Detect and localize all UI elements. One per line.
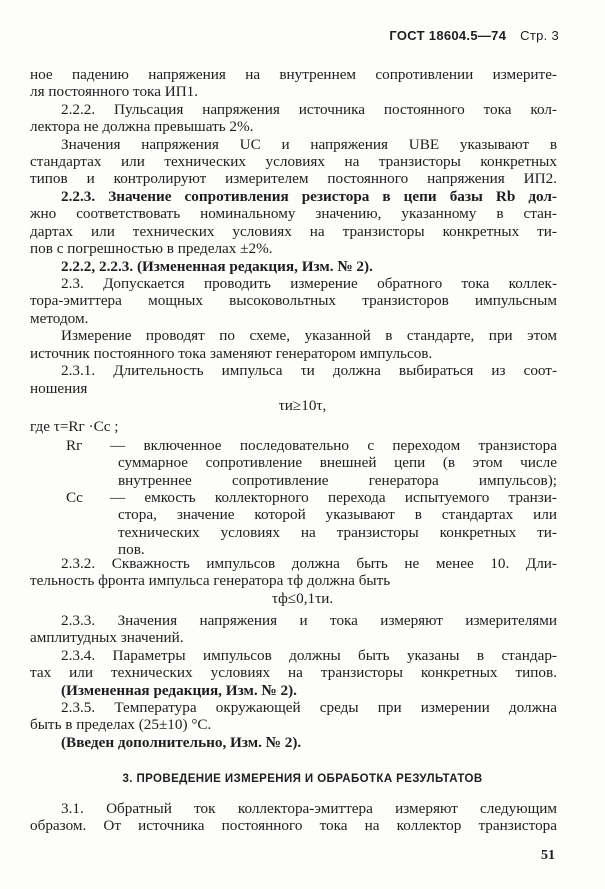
text-line: методом. bbox=[30, 310, 89, 327]
text-line: быть в пределах (25±10) °С. bbox=[30, 716, 212, 733]
text-line: 2.3.1. Длительность импульса τи должна выбираться из соот- bbox=[61, 362, 557, 379]
text-line: (Измененная редакция, Изм. № 2). bbox=[61, 682, 297, 699]
text-line: тах или технических условиях на транзисторы конкретных типов. bbox=[30, 664, 557, 681]
def-line: — включенное последовательно с переходом транзистора bbox=[110, 437, 557, 454]
text-line: дартах или технических условиях на транзисторы конкретных ти- bbox=[30, 223, 557, 240]
text-line: ношения bbox=[30, 380, 88, 397]
def-symbol: Cc bbox=[66, 489, 83, 506]
page-header bbox=[389, 28, 559, 43]
page-number: 51 bbox=[541, 848, 555, 863]
def-symbol: Rг bbox=[66, 437, 83, 454]
text-line: 2.3.4. Параметры импульсов должны быть указаны в стандар- bbox=[61, 647, 557, 664]
text-line: Значения напряжения UC и напряжения UBE указывают в bbox=[61, 136, 557, 153]
text-line: 2.3. Допускается проводить измерение обратного тока коллек- bbox=[61, 275, 557, 292]
text-line: 2.2.2, 2.2.3. (Измененная редакция, Изм. № 2). bbox=[61, 258, 373, 275]
formula-pulse-duration: τи≥10τ, bbox=[278, 397, 327, 414]
text-line: стандартах или технических условиях на транзисторы конкретных bbox=[30, 153, 557, 170]
text-line: жно соответствовать номинальному значению, указанному в стан- bbox=[30, 205, 557, 222]
text-line: ля постоянного тока ИП1. bbox=[30, 83, 199, 100]
def-line: внутреннее сопротивление генератора импульсов); bbox=[118, 472, 557, 489]
def-line: пов. bbox=[118, 541, 145, 558]
formula-front-duration: τф≤0,1τи. bbox=[271, 590, 334, 607]
text-line: Измерение проводят по схеме, указанной в стандарте, при этом bbox=[61, 327, 557, 344]
text-line: типов и контролируют измерителем постоянного напряжения ИП2. bbox=[30, 170, 557, 187]
text-line: образом. От источника постоянного тока на коллектор транзистора bbox=[30, 817, 557, 834]
text-line: пов с погрешностью в пределах ±2%. bbox=[30, 240, 273, 257]
page-label: Стр. 3 bbox=[520, 28, 559, 43]
text-line: 3.1. Обратный ток коллектора-эмиттера измеряют следующим bbox=[61, 800, 557, 817]
text-line: 2.2.3. Значение сопротивления резистора в цепи базы Rb дол- bbox=[61, 188, 557, 205]
text-line: 2.3.3. Значения напряжения и тока измеряют измерителями bbox=[61, 612, 557, 629]
def-line: стора, значение которой указывают в стандартах или bbox=[118, 506, 557, 523]
text-line: 2.3.2. Скважность импульсов должна быть не менее 10. Дли- bbox=[61, 555, 557, 572]
def-line: технических условиях на транзисторы конкретных ти- bbox=[118, 524, 557, 541]
text-line: 2.2.2. Пульсация напряжения источника постоянного тока кол- bbox=[61, 101, 557, 118]
def-line: суммарное сопротивление внешней цепи (в этом числе bbox=[118, 454, 557, 471]
text-line: амплитудных значений. bbox=[30, 629, 184, 646]
standard-title: ГОСТ 18604.5—74 bbox=[389, 28, 507, 43]
text-line: источник постоянного тока заменяют генератором импульсов. bbox=[30, 345, 433, 362]
def-line: — емкость коллекторного перехода испытуемого транзи- bbox=[110, 489, 557, 506]
section-heading: 3. ПРОВЕДЕНИЕ ИЗМЕРЕНИЯ И ОБРАБОТКА РЕЗУЛЬТАТОВ bbox=[122, 773, 483, 785]
text-line: ное падению напряжения на внутреннем сопротивлении измерите- bbox=[30, 66, 557, 83]
where-line: где τ=Rг ·Cc ; bbox=[30, 418, 119, 435]
text-line: лектора не должна превышать 2%. bbox=[30, 118, 254, 135]
text-line: тора-эмиттера мощных высоковольтных транзисторов импульсным bbox=[30, 292, 557, 309]
text-line: (Введен дополнительно, Изм. № 2). bbox=[61, 734, 302, 751]
text-line: 2.3.5. Температура окружающей среды при измерении должна bbox=[61, 699, 557, 716]
text-line: тельность фронта импульса генератора τф должна быть bbox=[30, 572, 391, 589]
